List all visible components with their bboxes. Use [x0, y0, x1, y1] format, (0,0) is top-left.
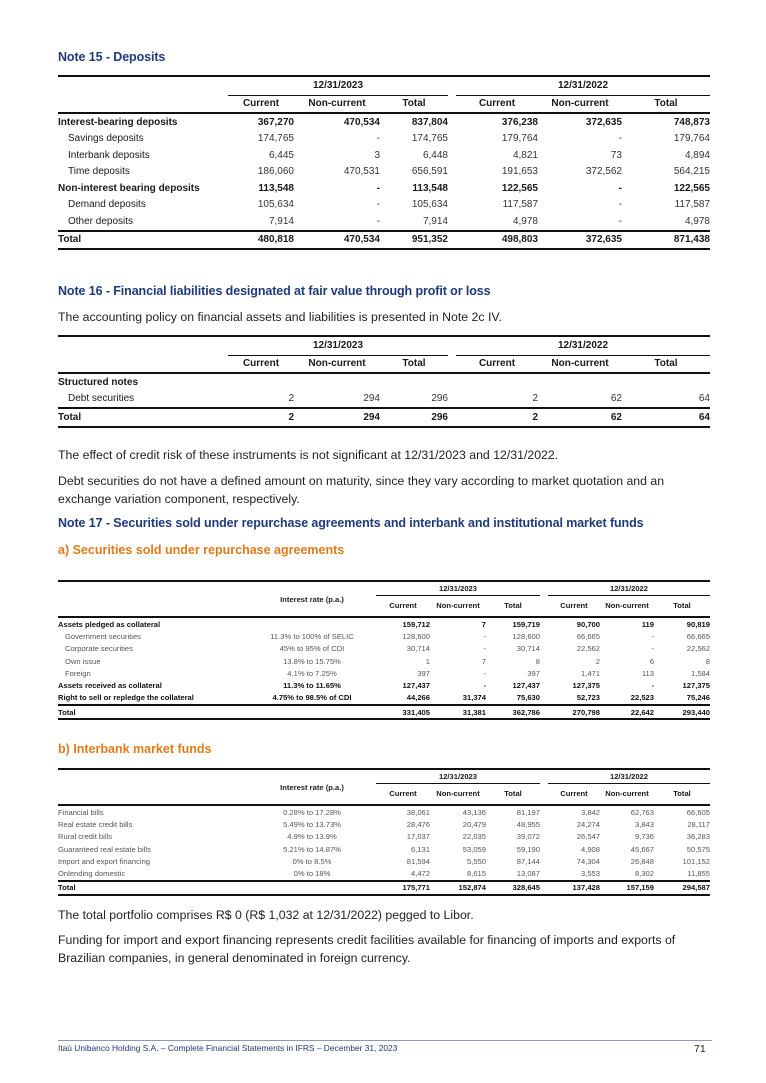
row-label: Assets received as collateral: [58, 681, 162, 691]
cell-value: 101,152: [682, 856, 710, 866]
table-row: [58, 391, 710, 409]
fair-value-rows: [58, 391, 710, 409]
interest-rate: [248, 617, 376, 630]
cell-value: -: [376, 182, 380, 194]
cell-value: 30,714: [516, 644, 540, 654]
cell-value: -: [483, 681, 486, 691]
row-label: Foreign: [65, 668, 91, 678]
repurchase-agreements-table: Interest rate (p.a.) 12/31/2023 12/31/2022 Current Non-current Total Current Non-current Total Assets pledged as collateral 159,712 7 159,719 90,700 119 90,819 Government securities 11.3% to 100% of SELIC 128,600 - 128,600 66,665 - 66,665 Corporate securities 45% to 95% of CDI 30,714 - 30,714 22,562 - 22,562 Own issue 13.8% to 15.75% 1 7 8 2 6 8 Foreign 4.1% to 7.25% 397 - 397 1,471 113 1,584 Assets received as collateral 11.3% to 11.65% 127,437 - 127,437 127,375 - 127,375 Right to sell or repledge the collateral 4.75% to 98.5% of CDI 44,266 31,374 75,630 52,723 22,523 75,246 Total 331,405 31,381 362,786 270,798 22,642 293,440: [58, 580, 710, 720]
repurchase-rows: [58, 617, 710, 705]
row-label: Time deposits: [68, 166, 130, 178]
cell-value: 8: [535, 656, 540, 666]
row-label: Rural credit bills: [58, 832, 113, 842]
table-row: [58, 180, 710, 197]
table-row: [58, 831, 710, 843]
interest-rate: 5.49% to 13.73%: [283, 819, 341, 829]
cell-value: 45,667: [630, 844, 654, 854]
cell-value: 90,819: [686, 619, 710, 629]
note16-paragraph-2: Debt securities do not have a defined amount on maturity, since they vary according to market quotation and an exchange variation component, respectively.: [58, 474, 665, 506]
cell-value: 128,600: [512, 631, 540, 641]
cell-value: 22,523: [630, 693, 654, 703]
cell-value: 127,437: [402, 681, 430, 691]
cell-value: 90,700: [576, 619, 600, 629]
cell-value: 5,550: [466, 856, 486, 866]
note17b-title: b) Interbank market funds: [58, 742, 212, 756]
cell-value: 191,653: [501, 166, 538, 178]
cell-value: 6,445: [268, 149, 294, 161]
cell-value: -: [618, 199, 622, 211]
cell-value: 38,061: [406, 807, 430, 817]
note17-title: Note 17 - Securities sold under repurchase agreements and interbank and institutional market funds: [58, 516, 644, 530]
cell-value: 64: [698, 393, 710, 405]
footer-divider: [58, 1040, 712, 1041]
period-header: 12/31/2022: [456, 76, 710, 95]
table-row: [58, 818, 710, 830]
table-row: [58, 617, 710, 630]
cell-value: 8,615: [466, 869, 486, 879]
table-row: [58, 164, 710, 181]
row-label: Interest-bearing deposits: [58, 116, 178, 128]
cell-value: 26,547: [576, 832, 600, 842]
cell-value: 4,821: [512, 149, 538, 161]
cell-value: 174,765: [257, 133, 294, 145]
cell-value: 20,479: [462, 819, 486, 829]
table-row: [58, 843, 710, 855]
cell-value: 113: [641, 668, 654, 678]
period-header: 12/31/2023: [228, 76, 448, 95]
interest-rate: 4.75% to 98.5% of CDI: [272, 693, 352, 703]
cell-value: 28,476: [406, 819, 430, 829]
cell-value: 1,471: [580, 668, 600, 678]
cell-value: 39,072: [516, 832, 540, 842]
table-row: [58, 867, 710, 880]
cell-value: -: [376, 215, 380, 227]
cell-value: 24,274: [576, 819, 600, 829]
interbank-rows: [58, 805, 710, 881]
row-label: Right to sell or repledge the collateral: [58, 693, 194, 703]
cell-value: 4,978: [684, 215, 710, 227]
cell-value: 30,714: [406, 644, 430, 654]
deposits-table: [58, 75, 710, 250]
cell-value: 11,855: [687, 869, 710, 879]
interest-rate: 4.1% to 7.25%: [287, 668, 337, 678]
cell-value: -: [376, 133, 380, 145]
table-row: [58, 643, 710, 655]
table-row: [58, 655, 710, 667]
table-row: [58, 805, 710, 818]
cell-value: 397: [527, 668, 540, 678]
interest-rate: 0.28% to 17.28%: [283, 807, 341, 817]
cell-value: 17,037: [406, 832, 430, 842]
cell-value: 4,978: [512, 215, 538, 227]
cell-value: 66,665: [576, 631, 600, 641]
cell-value: 748,873: [673, 116, 710, 128]
cell-value: 117,587: [502, 199, 538, 211]
cell-value: 1: [425, 656, 430, 666]
cell-value: 117,587: [674, 199, 710, 211]
rate-header: Interest rate (p.a.): [248, 581, 376, 617]
cell-value: 31,374: [462, 693, 486, 703]
row-label: Debt securities: [68, 393, 135, 405]
cell-value: 66,665: [686, 631, 710, 641]
cell-value: 3,842: [580, 807, 600, 817]
table-row: [58, 147, 710, 164]
cell-value: 470,534: [343, 116, 380, 128]
interest-rate: 4.9% to 13.9%: [287, 832, 337, 842]
cell-value: 3,843: [634, 819, 654, 829]
row-label: Government securities: [65, 631, 141, 641]
cell-value: -: [651, 681, 654, 691]
cell-value: 22,562: [686, 644, 710, 654]
cell-value: 66,605: [686, 807, 710, 817]
cell-value: 2: [595, 656, 600, 666]
note16-title: Note 16 - Financial liabilities designated at fair value through profit or loss: [58, 284, 491, 298]
cell-value: 7: [481, 619, 486, 629]
table-total-row: Total 175,771 152,874 328,645 137,428 157,159 294,587: [58, 881, 710, 895]
cell-value: 74,304: [576, 856, 600, 866]
interbank-market-funds-table: Interest rate (p.a.) 12/31/2023 12/31/2022 Current Non-current Total Current Non-current Total Financial bills 0.28% to 17.28% 38,061 43,136 81,197 3,842 62,763 66,605 Real estate credit bills 5.49% to 13.73% 28,476 20,479 48,955 24,274 3,843 28,117 Rural credit bills 4.9% to 13.9% 17,037 22,035 39,072 26,547 9,736 36,283 Guaranteed real estate bills 5.21% to 14.87% 6,131 53,059 59,190 4,908 45,667 50,575 Import and export financing 0% to 8.5% 81,594 5,550 87,144 74,304 26,848 101,152 Onlending domestic 0% to 18% 4,472 8,615 13,087 3,553 8,302 11,855 Total 175,771 152,874 328,645 137,428 157,159 294,587: [58, 768, 710, 896]
cell-value: 122,565: [501, 182, 538, 194]
column-header: Total: [380, 95, 448, 113]
table-row: [58, 692, 710, 705]
cell-value: -: [376, 199, 380, 211]
cell-value: 3,553: [580, 869, 600, 879]
cell-value: 9,736: [634, 832, 654, 842]
note16-intro: The accounting policy on financial assets and liabilities is presented in Note 2c IV.: [58, 310, 502, 324]
cell-value: 296: [431, 393, 448, 405]
cell-value: 179,764: [501, 133, 538, 145]
cell-value: 372,635: [585, 116, 622, 128]
cell-value: 294: [363, 393, 380, 405]
cell-value: 75,246: [686, 693, 710, 703]
cell-value: 73: [610, 149, 622, 161]
cell-value: 376,238: [501, 116, 538, 128]
note16-paragraph-1: The effect of credit risk of these instruments is not significant at 12/31/2023 and 12/31/2022.: [58, 448, 559, 462]
cell-value: 4,908: [580, 844, 600, 854]
cell-value: -: [483, 668, 486, 678]
cell-value: 6,448: [422, 149, 448, 161]
cell-value: 13,087: [516, 869, 540, 879]
cell-value: 48,955: [516, 819, 540, 829]
interest-rate: 0% to 18%: [293, 869, 331, 879]
cell-value: 4,894: [684, 149, 710, 161]
cell-value: 128,600: [402, 631, 430, 641]
cell-value: 105,634: [411, 199, 448, 211]
cell-value: 127,375: [572, 681, 600, 691]
cell-value: 127,375: [682, 681, 710, 691]
cell-value: 105,634: [257, 199, 294, 211]
cell-value: 3: [374, 149, 380, 161]
cell-value: 53,059: [462, 844, 486, 854]
deposits-rows: [58, 113, 710, 231]
page-number: 71: [694, 1043, 706, 1055]
cell-value: -: [651, 631, 654, 641]
cell-value: 43,136: [462, 807, 486, 817]
note17b-paragraph-1: The total portfolio comprises R$ 0 (R$ 1,032 at 12/31/2022) pegged to Libor.: [58, 908, 474, 922]
cell-value: 81,594: [406, 856, 430, 866]
cell-value: -: [483, 644, 486, 654]
cell-value: 6,131: [410, 844, 430, 854]
cell-value: 159,712: [402, 619, 430, 629]
cell-value: 7: [481, 656, 486, 666]
cell-value: 6: [649, 656, 654, 666]
cell-value: 62: [610, 393, 622, 405]
cell-value: 174,765: [411, 133, 448, 145]
cell-value: 127,437: [512, 681, 540, 691]
column-header: Current: [456, 95, 538, 113]
table-row: [58, 679, 710, 691]
interest-rate: 5.21% to 14.87%: [283, 844, 341, 854]
table-total-row: Total 480,818 470,534 951,352 498,803 372,635 871,438: [58, 231, 710, 250]
table-row: [58, 630, 710, 642]
table-total-row: Total 2 294 296 2 62 64: [58, 408, 710, 427]
row-label: Demand deposits: [68, 199, 146, 211]
cell-value: 81,197: [516, 807, 540, 817]
cell-value: 22,035: [462, 832, 486, 842]
interest-rate: 45% to 95% of CDI: [279, 644, 345, 654]
cell-value: 397: [417, 668, 430, 678]
cell-value: 2: [288, 393, 294, 405]
cell-value: 119: [641, 619, 654, 629]
cell-value: -: [483, 631, 486, 641]
cell-value: 7,914: [268, 215, 294, 227]
cell-value: 4,472: [410, 869, 430, 879]
cell-value: 564,215: [673, 166, 710, 178]
cell-value: 470,531: [343, 166, 380, 178]
cell-value: 372,562: [585, 166, 622, 178]
cell-value: 837,804: [411, 116, 448, 128]
cell-value: 179,764: [673, 133, 710, 145]
note17a-title: a) Securities sold under repurchase agreements: [58, 543, 345, 557]
row-label: Onlending domestic: [58, 869, 126, 879]
row-label: Interbank deposits: [68, 149, 150, 161]
cell-value: 186,060: [257, 166, 294, 178]
cell-value: 50,575: [686, 844, 710, 854]
row-label: Corporate securities: [65, 644, 133, 654]
note15-title: Note 15 - Deposits: [58, 50, 166, 64]
interest-rate: 11.3% to 100% of SELIC: [270, 631, 354, 641]
cell-value: 656,591: [411, 166, 448, 178]
table-row: [58, 855, 710, 867]
column-header: Current: [228, 95, 294, 113]
cell-value: 1,584: [690, 668, 710, 678]
row-label: Assets pledged as collateral: [58, 619, 161, 629]
cell-value: 36,283: [686, 832, 710, 842]
column-header: Non-current: [294, 95, 380, 113]
interest-rate: 13.8% to 15.75%: [283, 656, 341, 666]
fair-value-liabilities-table: 12/31/2023 12/31/2022 Current Non-current Total Current Non-current Total Structured notes Debt securities 2 294 296 2 62 64 Total 2 294 296 2 62 64: [58, 335, 710, 428]
table-row: [58, 197, 710, 214]
cell-value: 7,914: [422, 215, 448, 227]
cell-value: 62,763: [630, 807, 654, 817]
cell-value: -: [651, 644, 654, 654]
cell-value: 87,144: [516, 856, 540, 866]
cell-value: 122,565: [673, 182, 710, 194]
cell-value: 8,302: [634, 869, 654, 879]
row-label: Financial bills: [58, 807, 104, 817]
cell-value: 75,630: [516, 693, 540, 703]
cell-value: 59,190: [516, 844, 540, 854]
table-row: [58, 131, 710, 148]
cell-value: 26,848: [630, 856, 654, 866]
cell-value: 367,270: [257, 116, 294, 128]
cell-value: 28,117: [687, 819, 710, 829]
row-label: Guaranteed real estate bills: [58, 844, 151, 854]
cell-value: 52,723: [576, 693, 600, 703]
row-label: Import and export financing: [58, 856, 151, 866]
cell-value: -: [618, 133, 622, 145]
row-label: Real estate credit bills: [58, 819, 133, 829]
cell-value: 159,719: [512, 619, 540, 629]
note17b-paragraph-2: Funding for import and export financing represents credit facilities available for financing of imports and exports of Brazilian companies, in general denominated in foreign currency.: [58, 933, 676, 965]
cell-value: -: [618, 215, 622, 227]
row-label: Other deposits: [68, 215, 134, 227]
column-header: Non-current: [538, 95, 622, 113]
cell-value: 44,266: [406, 693, 430, 703]
table-row: [58, 113, 710, 131]
row-label: Savings deposits: [68, 133, 144, 145]
interest-rate: 11.3% to 11.65%: [283, 681, 341, 691]
footer-text: Itaú Unibanco Holding S.A. – Complete Financial Statements in IFRS – December 31, 2023: [58, 1043, 398, 1053]
interest-rate: 0% to 8.5%: [292, 856, 332, 866]
table-total-row: Total 331,405 31,381 362,786 270,798 22,642 293,440: [58, 705, 710, 719]
cell-value: -: [618, 182, 622, 194]
cell-value: 8: [705, 656, 710, 666]
column-header: Total: [622, 95, 710, 113]
cell-value: 113,548: [412, 182, 448, 194]
section-row: Structured notes: [58, 376, 139, 388]
cell-value: 2: [532, 393, 538, 405]
cell-value: 22,562: [576, 644, 600, 654]
row-label: Own issue: [65, 656, 101, 666]
table-row: [58, 667, 710, 679]
table-row: [58, 213, 710, 231]
cell-value: 113,548: [258, 182, 294, 194]
row-label: Non-interest bearing deposits: [58, 182, 200, 194]
